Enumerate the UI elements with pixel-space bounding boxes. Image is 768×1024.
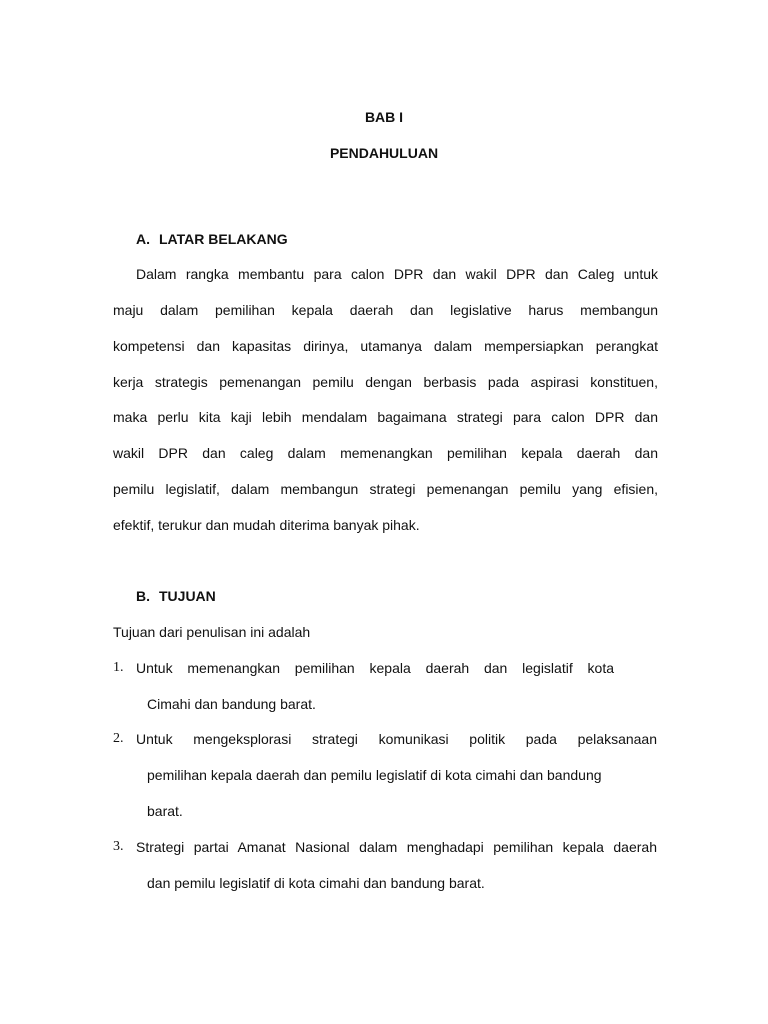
paragraph-line: kompetensi dan kapasitas dirinya, utamanya dalam mempersiapkan perangkat bbox=[113, 338, 658, 354]
section-a-heading bbox=[136, 230, 288, 248]
paragraph-line: pemilu legislatif, dalam membangun strategi pemenangan pemilu yang efisien, bbox=[113, 481, 658, 497]
section-b-heading bbox=[136, 587, 216, 605]
list-item-line: barat. bbox=[147, 803, 183, 819]
paragraph-line: maju dalam pemilihan kepala daerah dan legislative harus membangun bbox=[113, 302, 658, 318]
list-item-number: 3. bbox=[113, 839, 124, 854]
section-a-title: LATAR BELAKANG bbox=[159, 231, 288, 247]
section-a-letter: A. bbox=[136, 231, 150, 247]
list-item-line: dan pemilu legislatif di kota cimahi dan bandung barat. bbox=[147, 875, 485, 891]
chapter-number: BAB I bbox=[364, 109, 404, 125]
section-b-title: TUJUAN bbox=[159, 588, 216, 604]
paragraph-line: wakil DPR dan caleg dalam memenangkan pemilihan kepala daerah dan bbox=[113, 445, 658, 461]
paragraph-line: kerja strategis pemenangan pemilu dengan berbasis pada aspirasi konstituen, bbox=[113, 374, 658, 390]
list-item-line: Untuk memenangkan pemilihan kepala daerah dan legislatif kota bbox=[136, 660, 614, 676]
list-item-number: 1. bbox=[113, 660, 124, 675]
chapter-title: PENDAHULUAN bbox=[329, 145, 439, 161]
list-item-line: pemilihan kepala daerah dan pemilu legislatif di kota cimahi dan bandung bbox=[147, 767, 602, 783]
paragraph-line: maka perlu kita kaji lebih mendalam bagaimana strategi para calon DPR dan bbox=[113, 409, 658, 425]
list-item-line: Untuk mengeksplorasi strategi komunikasi politik pada pelaksanaan bbox=[136, 731, 657, 747]
list-item-line: Cimahi dan bandung barat. bbox=[147, 696, 316, 712]
section-b-intro: Tujuan dari penulisan ini adalah bbox=[113, 624, 311, 640]
section-b-letter: B. bbox=[136, 588, 150, 604]
list-item-line: Strategi partai Amanat Nasional dalam menghadapi pemilihan kepala daerah bbox=[136, 839, 657, 855]
paragraph-line: efektif, terukur dan mudah diterima banyak pihak. bbox=[113, 517, 420, 533]
list-item-number: 2. bbox=[113, 731, 124, 746]
paragraph-line: Dalam rangka membantu para calon DPR dan wakil DPR dan Caleg untuk bbox=[136, 266, 658, 282]
